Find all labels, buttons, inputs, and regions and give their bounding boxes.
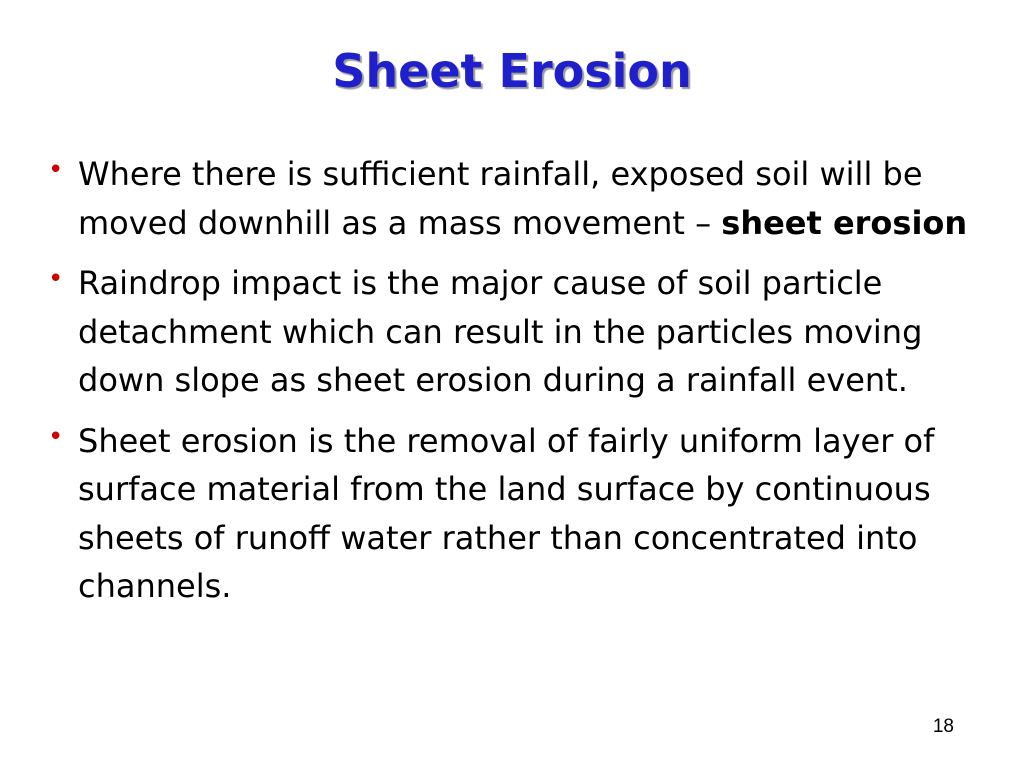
bullet-text: Sheet erosion is the removal of fairly uniform layer of surface material from the land surface by continuous sheets of runoff water rather than concentrated into channels. bbox=[78, 421, 935, 605]
bullet-text-regular: Where there is sufficient rainfall, exposed soil will be moved downhill as a mass movement – bbox=[78, 155, 923, 242]
bullet-item bbox=[48, 417, 978, 611]
bullet-item bbox=[48, 150, 978, 247]
bullet-text bbox=[78, 155, 967, 242]
bullet-text: Raindrop impact is the major cause of soil particle detachment which can result in the particles moving down slope as sheet erosion during a rainfall event. bbox=[78, 264, 923, 399]
bullet-item bbox=[48, 259, 978, 405]
bullet-icon: • bbox=[48, 421, 64, 452]
bullet-icon: • bbox=[48, 155, 64, 185]
bullet-text-bold: sheet erosion bbox=[721, 203, 968, 242]
bullet-list bbox=[48, 150, 978, 623]
slide-title: Sheet Erosion bbox=[332, 44, 692, 98]
page-number: 18 bbox=[932, 716, 954, 737]
bullet-icon: • bbox=[48, 264, 64, 294]
